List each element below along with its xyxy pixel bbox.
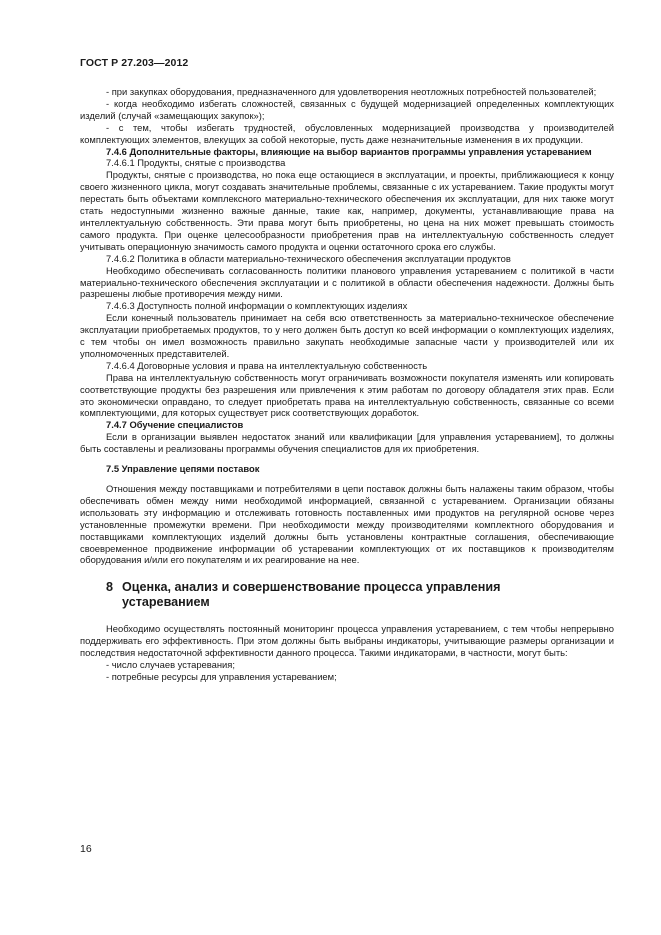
paragraph-text: - потребные ресурсы для управления устареванием; (106, 670, 337, 682)
spacer (80, 455, 614, 463)
paragraph (80, 265, 614, 301)
chapter-heading (80, 580, 614, 609)
paragraph (80, 312, 614, 360)
paragraph (80, 671, 614, 683)
section-heading: 7.4.7 Обучение специалистов (106, 419, 244, 431)
paragraph (80, 169, 614, 252)
paragraph (80, 431, 614, 455)
spacer (80, 475, 614, 483)
paragraph (80, 372, 614, 420)
chapter-number: 8 (106, 580, 114, 595)
paragraph-text: Если в организации выявлен недостаток знаний или квалификации [для управления устареванием], то должны быть составлены и реализованы программы обучения специалистов для их приобретения. (80, 431, 614, 455)
paragraph-text: - с тем, чтобы избегать трудностей, обусловленных модернизацией производства у производителей комплектующих элементов, влекущих за собой некоторые, пусть даже незначительные изменения в их продукции. (80, 121, 614, 145)
paragraph-text: - когда необходимо избегать сложностей, связанных с будущей модернизацией определенных комплектующих изделий (случай «замещающих закупок»); (80, 97, 614, 121)
paragraph (80, 98, 614, 122)
subsection-heading: 7.4.6.1 Продукты, снятые с производства (106, 157, 286, 169)
paragraph-text: Права на интеллектуальную собственность могут ограничивать возможности покупателя изменять или копировать соответствующие продукты без разрешения или привлечения к этим работам по договору обладателя этих прав. Если это экономически оправдано, то следует приобретать права на интеллектуальную собственность, связанные со всеми комплектующими, для которых существует риск соответствующих доработок. (80, 371, 614, 419)
paragraph-text: Необходимо обеспечивать согласованность политики планового управления устареванием с политикой в части материально-технического обеспечения эксплуатации и с политикой в области обеспечения надежности. Должны быть разрешены любые противоречия между ними. (80, 264, 614, 300)
paragraph-text: Необходимо осуществлять постоянный мониторинг процесса управления устареванием, с тем чтобы непрерывно поддерживать его эффективность. При этом должны быть выбраны индикаторы, учитывающие размеры организации и последствия недостаточной эффективности данного процесса. Такими индикаторами, в частности, могут быть: (80, 623, 614, 659)
paragraph-text: - при закупках оборудования, предназначенного для удовлетворения неотложных потребностей пользователей; (106, 86, 597, 97)
spacer (80, 566, 614, 580)
subsection-heading: 7.4.6.3 Доступность полной информации о комплектующих изделиях (106, 300, 408, 312)
paragraph-text: Отношения между поставщиками и потребителями в цепи поставок должны быть налажены таким образом, чтобы обеспечивать обмен между ними необходимой информацией, связанной с устареванием. Организации обязаны использовать эту информацию и отслеживать готовность поставленных ими продуктов на регулярной основе через установленные промежутки времени. При необходимости между производителями комплектного оборудования и поставщиками комплектующих изделий должны быть установлены контрактные соглашения, обеспечивающие своевременное продвижение информации об устаревании комплектующих от их поставщиков к производителям оборудования и/или его покупателям и их реагирование на нее. (80, 483, 614, 566)
paragraph (80, 623, 614, 659)
chapter-title-line: Оценка, анализ и совершенствование процесса управления (122, 580, 501, 595)
section-heading: 7.5 Управление цепями поставок (106, 463, 260, 475)
paragraph (80, 483, 614, 566)
document-body (80, 86, 614, 683)
document-header: ГОСТ Р 27.203—2012 (80, 57, 189, 69)
subsection-heading: 7.4.6.4 Договорные условия и права на интеллектуальную собственность (106, 359, 428, 371)
paragraph-text: Если конечный пользователь принимает на себя всю ответственность за материально-техническое обеспечение эксплуатации приобретаемых продуктов, то у него должен быть доступ ко всей информации о комплектующих изделиях, с тем чтобы он имел возможность правильно закупать необходимые запасные части у производителей или их уполномоченных представителей. (80, 312, 614, 359)
section-heading: 7.4.6 Дополнительные факторы, влияющие на выбор вариантов программы управления устареванием (106, 145, 592, 157)
paragraph-text: - число случаев устаревания; (106, 659, 235, 671)
spacer (80, 609, 614, 623)
paragraph-text: Продукты, снятые с производства, но пока еще остающиеся в эксплуатации, и проекты, приближающиеся к концу своего жизненного цикла, могут создавать значительные проблемы, связанные с их устареванием. Такие продукты могут перестать быть объектами комплексного материально-технического обеспечения их эксплуатации, для них также могут стать недоступными жизненно важные данные, такие как, например, документы, устанавливающие права на интеллектуальную собственность. Эти права могут быть приобретены, но цена на них может превышать стоимость самого продукта. При оценке целесообразности приобретения прав на интеллектуальную собственность следует учитывать операционную значимость самого продукта и оценки остаточного срока его службы. (80, 169, 614, 252)
paragraph (80, 659, 614, 671)
paragraph (80, 122, 614, 146)
subsection-heading: 7.4.6.2 Политика в области материально-технического обеспечения эксплуатации продуктов (106, 252, 511, 264)
chapter-title-line: устареванием (122, 594, 210, 609)
paragraph (80, 86, 614, 98)
page-number: 16 (80, 843, 92, 855)
